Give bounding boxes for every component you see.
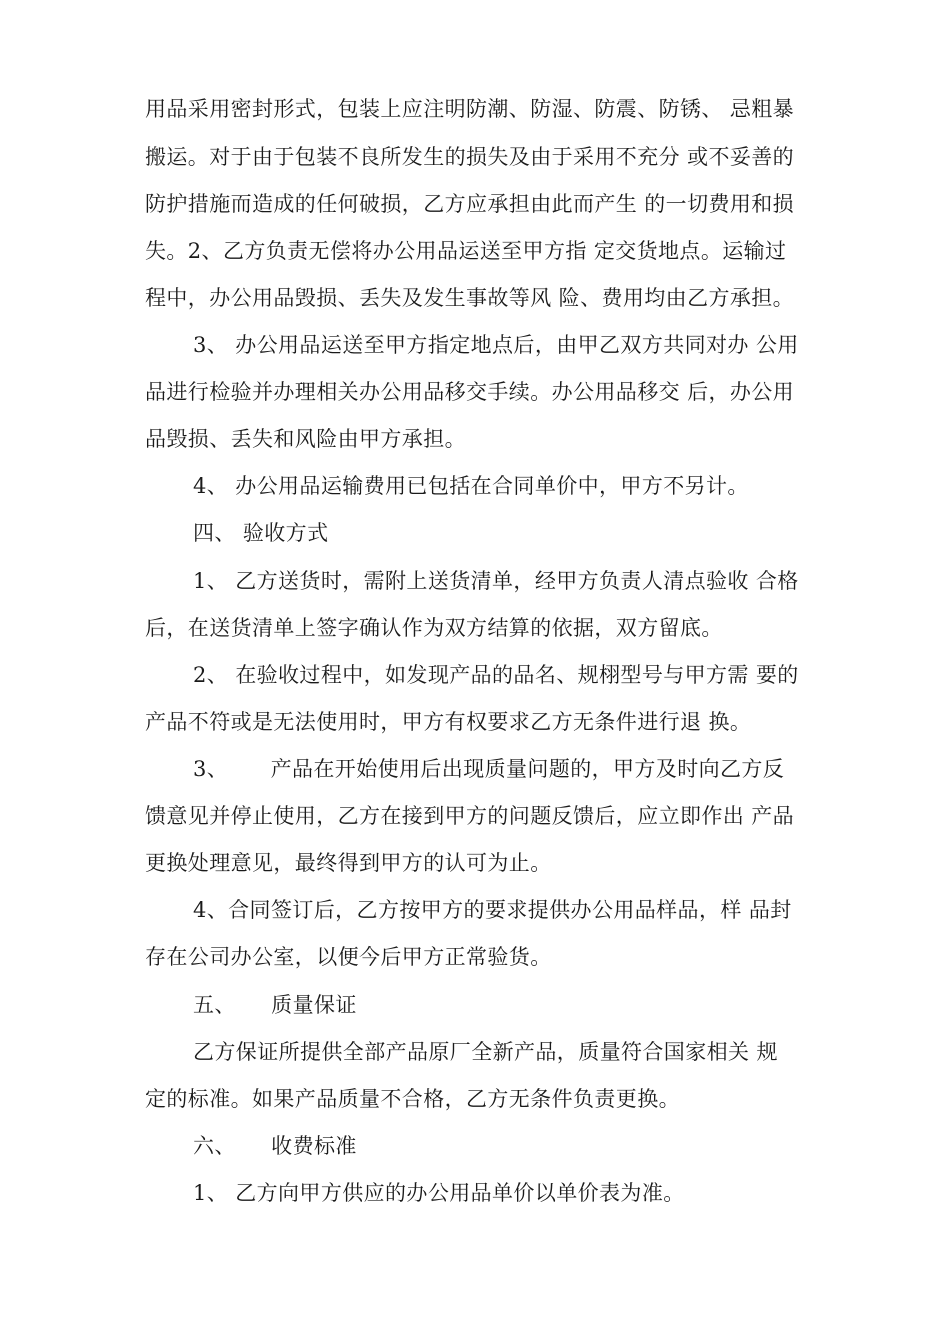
text-line: 定的标准。如果产品质量不合格，乙方无条件负责更换。 [145,1087,680,1111]
text-line: 存在公司办公室，以便今后甲方正常验货。 [145,945,552,969]
text-line: 4、合同签订后，乙方按甲方的要求提供办公用品样品，样 品封 [193,898,792,922]
text-line: 乙方保证所提供全部产品原厂全新产品，质量符合国家相关 规 [193,1040,778,1064]
text-line: 后，在送货清单上签字确认作为双方结算的依据，双方留底。 [145,616,723,640]
text-line: 品进行检验并办理相关办公用品移交手续。办公用品移交 后，办公用 [145,380,795,404]
section-heading: 六、 收费标准 [193,1134,357,1158]
text-line: 用品采用密封形式，包装上应注明防潮、防湿、防震、防锈、 忌粗暴 [145,97,795,121]
section-heading: 四、 验收方式 [193,521,329,545]
text-line: 1、 乙方向甲方供应的办公用品单价以单价表为准。 [193,1181,685,1205]
text-line: 馈意见并停止使用，乙方在接到甲方的问题反馈后，应立即作出 产品 [145,804,795,828]
section-heading: 五、 质量保证 [193,993,357,1017]
text-line: 1、 乙方送货时，需附上送货清单，经甲方负责人清点验收 合格 [193,569,799,593]
text-line: 更换处理意见，最终得到甲方的认可为止。 [145,851,552,875]
text-line: 3、 办公用品运送至甲方指定地点后，由甲乙双方共同对办 公用 [193,333,799,357]
text-line: 品毁损、丢失和风险由甲方承担。 [145,427,466,451]
text-line: 3、 产品在开始使用后出现质量问题的，甲方及时向乙方反 [193,757,785,781]
text-line: 防护措施而造成的任何破损，乙方应承担由此而产生 的一切费用和损 [145,192,795,216]
text-line: 程中，办公用品毁损、丢失及发生事故等风 险、费用均由乙方承担。 [145,286,795,310]
text-line: 搬运。对于由于包装不良所发生的损失及由于采用不充分 或不妥善的 [145,145,795,169]
text-line: 产品不符或是无法使用时，甲方有权要求乙方无条件进行退 换。 [145,710,752,734]
text-line: 4、 办公用品运输费用已包括在合同单价中，甲方不另计。 [193,474,749,498]
text-line: 2、 在验收过程中，如发现产品的品名、规栩型号与甲方需 要的 [193,663,799,687]
text-line: 失。2、乙方负责无偿将办公用品运送至甲方指 定交货地点。运输过 [145,239,787,263]
